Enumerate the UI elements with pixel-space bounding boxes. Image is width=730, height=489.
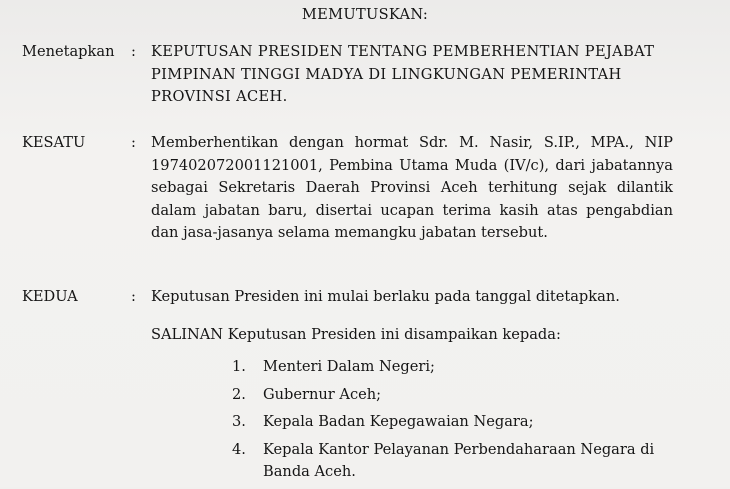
list-item bbox=[232, 384, 682, 407]
kesatu-colon: : bbox=[131, 134, 136, 151]
list-item-text: Gubernur Aceh; bbox=[263, 385, 382, 403]
list-item bbox=[232, 356, 682, 379]
kedua-label: KEDUA bbox=[22, 288, 78, 305]
list-item bbox=[232, 439, 682, 484]
salinan-intro: SALINAN Keputusan Presiden ini disampaikan kepada: bbox=[151, 326, 561, 343]
list-item-text: Menteri Dalam Negeri; bbox=[263, 358, 435, 375]
list-item-number: 1. bbox=[232, 358, 246, 375]
list-item-text: Kepala Badan Kepegawaian Negara; bbox=[263, 413, 534, 430]
recipient-list bbox=[232, 356, 682, 489]
list-item-number: 4. bbox=[232, 440, 246, 458]
kesatu-label: KESATU bbox=[22, 134, 86, 151]
menetapkan-text: KEPUTUSAN PRESIDEN TENTANG PEMBERHENTIAN PEJABAT PIMPINAN TINGGI MADYA DI LINGKUNGAN PEMERINTAH PROVINSI ACEH. bbox=[151, 43, 655, 105]
menetapkan-colon: : bbox=[131, 43, 136, 60]
kedua-colon: : bbox=[131, 288, 136, 305]
list-item bbox=[232, 411, 682, 434]
list-item-number: 2. bbox=[232, 385, 246, 403]
kedua-text: Keputusan Presiden ini mulai berlaku pada tanggal ditetapkan. bbox=[151, 288, 620, 305]
list-item-text: Kepala Kantor Pelayanan Perbendaharaan Negara di Banda Aceh. bbox=[263, 440, 655, 480]
menetapkan-label: Menetapkan bbox=[22, 43, 115, 60]
list-item-number: 3. bbox=[232, 413, 246, 430]
decision-heading: MEMUTUSKAN: bbox=[301, 6, 429, 23]
kesatu-text: Memberhentikan dengan hormat Sdr. M. Nasir, S.IP., MPA., NIP 197402072001121001, Pembina Utama Muda (IV/c), dari jabatannya sebagai Sekretaris Daerah Provinsi Aceh terhitung sejak dilantik dalam jabatan baru, disertai ucapan terima kasih atas pengabdian dan jasa-jasanya selama memangku jabatan tersebut. bbox=[151, 134, 673, 241]
